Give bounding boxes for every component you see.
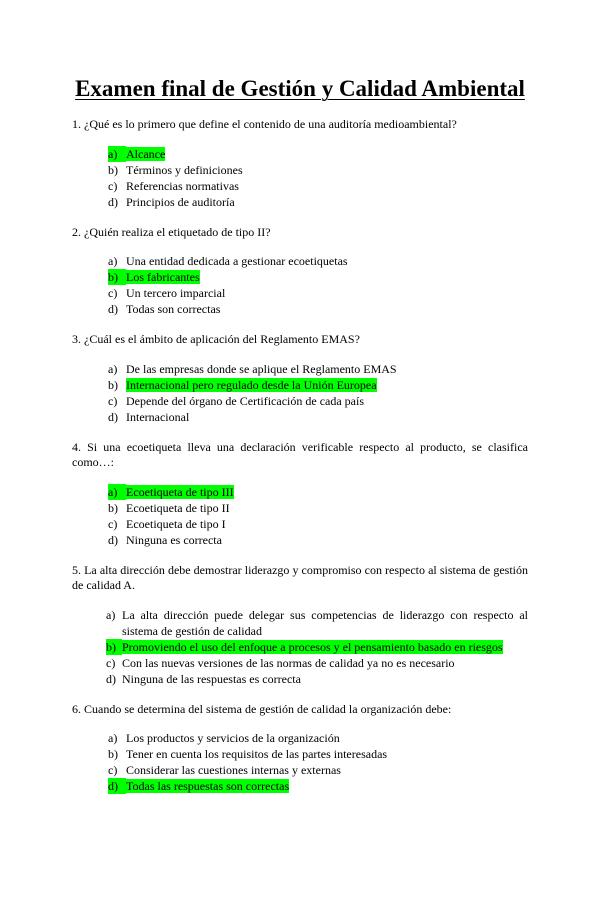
option-letter: c) [108, 178, 118, 193]
option-text: Un tercero imparcial [126, 286, 226, 300]
option-c [72, 285, 528, 301]
option-letter: b) [108, 269, 126, 285]
option-b [72, 746, 528, 762]
option-letter: c) [106, 655, 116, 670]
option-text: Todas son correctas [126, 302, 221, 316]
option-text: De las empresas donde se aplique el Reglamento EMAS [126, 361, 397, 376]
option-letter: b) [108, 377, 118, 392]
option-letter: d) [108, 302, 118, 316]
options-list [72, 730, 528, 794]
question-6 [72, 702, 528, 795]
option-letter: a) [108, 146, 126, 162]
option-d [72, 301, 528, 317]
option-text: Los fabricantes [126, 270, 200, 284]
option-b [72, 377, 528, 393]
option-d [72, 532, 528, 548]
option-text: Internacional [126, 409, 190, 424]
option-c [72, 655, 528, 671]
option-a [72, 607, 528, 639]
option-text: Referencias normativas [126, 178, 239, 193]
option-text: Promoviendo el uso del enfoque a procesos y el pensamiento basado en riesgos [122, 639, 503, 654]
option-c [72, 516, 528, 532]
question-text: 5. La alta dirección debe demostrar liderazgo y compromiso con respecto al sistema de gestión de calidad A. [72, 562, 528, 592]
option-text: Todas las respuestas son correctas [126, 779, 290, 793]
option-text: La alta dirección puede delegar sus competencias de liderazgo con respecto al sistema de gestión de calidad [122, 607, 528, 638]
options-list [72, 146, 528, 210]
option-letter: a) [108, 361, 118, 376]
option-text: Ecoetiqueta de tipo II [126, 500, 230, 515]
option-letter: c) [108, 286, 118, 300]
option-text: Internacional pero regulado desde la Unión Europea [126, 377, 377, 392]
option-letter: d) [108, 409, 118, 424]
options-list [72, 607, 528, 687]
exam-page [0, 76, 600, 924]
option-letter: c) [108, 763, 118, 777]
option-b [72, 500, 528, 516]
option-text: Ninguna es correcta [126, 532, 222, 547]
option-letter: a) [108, 484, 126, 500]
option-c [72, 762, 528, 778]
question-5 [72, 563, 528, 687]
option-text: Ecoetiqueta de tipo III [126, 484, 234, 499]
question-text: 1. ¿Qué es lo primero que define el contenido de una auditoría medioambiental? [72, 117, 457, 131]
question-3 [72, 332, 528, 425]
option-letter: c) [108, 516, 118, 531]
option-a [72, 146, 528, 162]
option-b [72, 162, 528, 178]
option-b [72, 269, 528, 285]
option-letter: b) [108, 747, 118, 761]
option-letter: b) [106, 639, 122, 655]
option-letter: d) [108, 194, 118, 209]
option-letter: a) [108, 254, 118, 268]
option-text: Los productos y servicios de la organización [126, 731, 340, 745]
question-text: 4. Si una ecoetiqueta lleva una declaración verificable respecto al producto, se clasifica como…: [72, 439, 528, 469]
question-2 [72, 225, 528, 318]
option-letter: a) [106, 607, 116, 622]
option-d [72, 778, 528, 794]
option-text: Depende del órgano de Certificación de cada país [126, 393, 365, 408]
option-a [72, 484, 528, 500]
question-text: 2. ¿Quién realiza el etiquetado de tipo II? [72, 224, 271, 239]
option-c [72, 178, 528, 194]
exam-title: Examen final de Gestión y Calidad Ambiental [75, 76, 525, 101]
question-text: 3. ¿Cuál es el ámbito de aplicación del Reglamento EMAS? [72, 332, 360, 346]
option-letter: b) [108, 162, 118, 177]
option-d [72, 409, 528, 425]
option-d [72, 671, 528, 687]
option-letter: d) [106, 671, 116, 686]
question-4 [72, 440, 528, 548]
options-list [72, 484, 528, 548]
option-text: Ninguna de las respuestas es correcta [122, 671, 301, 686]
option-text: Alcance [126, 146, 166, 161]
option-text: Una entidad dedicada a gestionar ecoetiquetas [126, 254, 348, 268]
option-d [72, 194, 528, 210]
option-a [72, 730, 528, 746]
question-1 [72, 117, 528, 210]
option-text: Considerar las cuestiones internas y externas [126, 763, 341, 777]
question-text: 6. Cuando se determina del sistema de gestión de calidad la organización debe: [72, 701, 452, 716]
option-letter: d) [108, 778, 126, 794]
option-letter: a) [108, 731, 118, 745]
option-letter: c) [108, 393, 118, 408]
option-letter: d) [108, 532, 118, 547]
option-a [72, 361, 528, 377]
option-a [72, 253, 528, 269]
option-text: Principios de auditoría [126, 194, 235, 209]
options-list [72, 361, 528, 425]
option-c [72, 393, 528, 409]
option-text: Términos y definiciones [126, 162, 243, 177]
option-b [72, 639, 528, 655]
option-text: Ecoetiqueta de tipo I [126, 516, 226, 531]
option-text: Tener en cuenta los requisitos de las partes interesadas [126, 747, 388, 761]
options-list [72, 253, 528, 317]
option-text: Con las nuevas versiones de las normas de calidad ya no es necesario [122, 655, 455, 670]
option-letter: b) [108, 500, 118, 515]
